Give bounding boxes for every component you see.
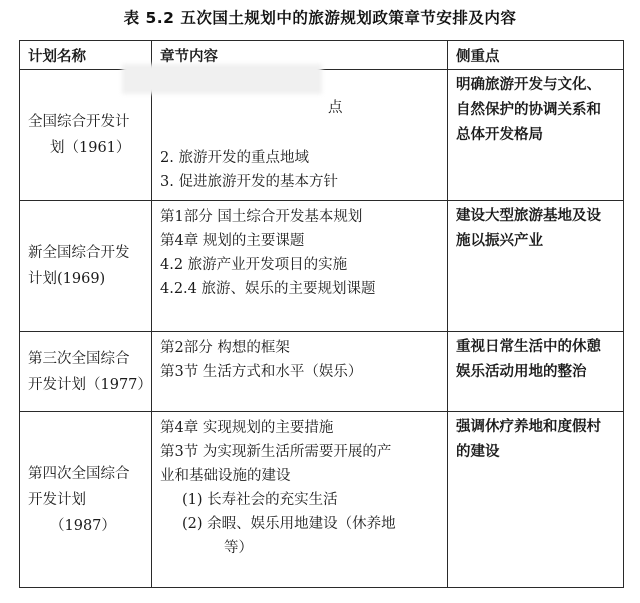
chapter-content-cell — [152, 412, 448, 588]
chapter-line: (1) 长寿社会的充实生活 — [182, 492, 338, 508]
plan-name-line: 计划(1969) — [28, 271, 106, 287]
table-row — [20, 332, 624, 412]
focus-line: 明确旅游开发与文化、 — [456, 77, 601, 93]
focus-line: 施以振兴产业 — [456, 233, 543, 249]
planning-table — [19, 40, 624, 588]
focus-line: 强调休疗养地和度假村 — [456, 419, 601, 435]
chapter-line: 第3节 为实现新生活所需要开展的产 — [160, 444, 392, 460]
plan-name-line: 新全国综合开发 — [28, 245, 130, 261]
chapter-line: 3. 促进旅游开发的基本方针 — [160, 174, 338, 190]
focus-line: 建设大型旅游基地及设 — [456, 208, 601, 224]
chapter-line: (2) 余暇、娱乐用地建设（休养地 — [182, 516, 396, 532]
plan-name-line: 开发计划 — [28, 491, 86, 508]
plan-name-cell — [20, 412, 152, 588]
chapter-line: 4.2.4 旅游、娱乐的主要规划课题 — [160, 281, 376, 297]
focus-cell — [448, 70, 624, 201]
focus-line: 的建设 — [456, 444, 500, 460]
plan-name-line: 第三次全国综合 — [28, 350, 130, 367]
header-name: 计划名称 — [20, 41, 152, 70]
table-caption: 表 5.2 五次国土规划中的旅游规划政策章节安排及内容 — [123, 9, 517, 27]
chapter-line: 第4章 实现规划的主要措施 — [160, 420, 334, 436]
header-focus: 侧重点 — [448, 41, 624, 70]
table-row — [20, 201, 624, 332]
header-content: 章节内容 — [152, 41, 448, 70]
chapter-line: 点 — [328, 100, 343, 116]
chapter-content-cell — [152, 332, 448, 412]
chapter-line: 第3节 生活方式和水平（娱乐） — [160, 364, 363, 380]
plan-name-line: （1987） — [50, 517, 116, 534]
chapter-line: 业和基础设施的建设 — [160, 468, 291, 484]
plan-name-line: 划（1961） — [50, 140, 131, 156]
focus-cell — [448, 412, 624, 588]
chapter-line: 第1部分 国土综合开发基本规划 — [160, 209, 363, 225]
plan-name-line: 开发计划（1977） — [28, 376, 152, 393]
chapter-line: 第4章 规划的主要课题 — [160, 233, 305, 249]
focus-line: 自然保护的协调关系和 — [456, 102, 601, 118]
focus-line: 重视日常生活中的休憩 — [456, 339, 601, 355]
chapter-line: 2. 旅游开发的重点地域 — [160, 150, 309, 166]
focus-line: 总体开发格局 — [456, 127, 543, 143]
table-row — [20, 412, 624, 588]
plan-name-cell — [20, 201, 152, 332]
focus-line: 娱乐活动用地的整治 — [456, 364, 587, 380]
plan-name-cell — [20, 332, 152, 412]
obscured-text-patch — [122, 64, 322, 94]
chapter-line: 第2部分 构想的框架 — [160, 340, 290, 356]
focus-cell — [448, 332, 624, 412]
chapter-line: 4.2 旅游产业开发项目的实施 — [160, 257, 348, 273]
plan-name-line: 第四次全国综合 — [28, 465, 130, 482]
chapter-line: 等） — [224, 540, 253, 556]
chapter-content-cell — [152, 201, 448, 332]
plan-name-line: 全国综合开发计 — [28, 114, 130, 130]
focus-cell — [448, 201, 624, 332]
